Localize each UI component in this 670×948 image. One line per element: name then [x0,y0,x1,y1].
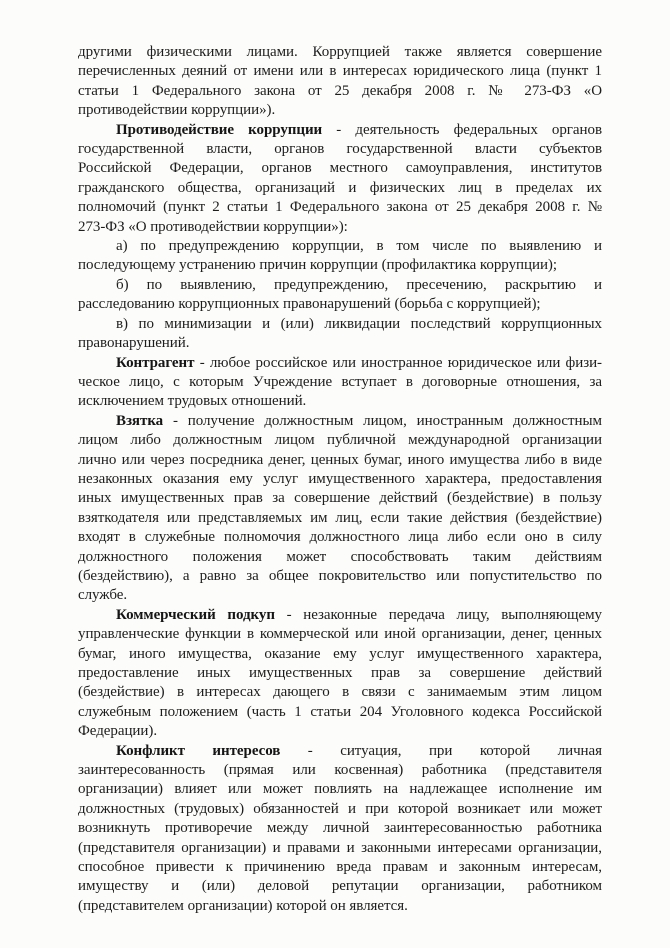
text-line: взяткодателя или представляемых им лиц, если такие действия (бездействие) [78,509,602,526]
defined-term: Контрагент [116,354,195,371]
text-line: бумаг, иного имущества, оказание ему услуг имущественного характера, [78,645,602,662]
text-line: входят в служебные полномочия должностного лица либо если оно в силу [78,529,602,546]
line-text: - незаконные передача лицу, выполняющему [274,606,602,623]
text-line: Российской Федерации, органов местного самоуправления, институтов [78,160,602,177]
line-text: - получение должностным лицом, иностранным должностным [163,412,602,429]
text-line: способное привести к причинению вреда правам и законным интересам, [78,859,602,876]
text-line [78,354,602,373]
text-line: ческое лицо, с которым Учреждение вступает в договорные отношения, за [78,373,602,390]
text-line [78,412,602,431]
text-line: иных имущественных прав за совершение действий (бездействие) в пользу [78,490,602,507]
document-text [78,43,602,916]
text-line: полномочий (пункт 2 статьи 1 Федерального закона от 25 декабря 2008 г. № [78,199,602,216]
paragraph [78,121,602,237]
text-line: а) по предупреждению коррупции, в том числе по выявлению и [116,238,602,255]
text-line: имуществу и (или) деловой репутации организации, работником [78,878,602,895]
paragraph [78,606,602,742]
line-text: - любое российское или иностранное юридическое или физи- [194,354,602,371]
text-line: гражданского общества, организаций и физических лиц в пределах их [78,179,602,196]
line-text: - ситуация, при которой личная [280,742,602,759]
defined-term: Конфликт интересов [116,742,281,759]
text-line: лично или через посредника денег, ценных бумаг, иного имущества либо в виде [78,451,602,468]
text-line: организации) влияет или может повлиять на надлежащее исполнение им [78,781,602,798]
line-text: - деятельность федеральных органов [322,121,602,138]
paragraph [78,276,602,315]
text-line: управленческие функции в коммерческой или иной организации, денег, ценных [78,626,602,643]
defined-term: Коммерческий подкуп [116,606,275,623]
text-line: другими физическими лицами. Коррупцией также является совершение [78,44,602,60]
paragraph [78,315,602,354]
text-line: статьи 1 Федерального закона от 25 декабря 2008 г. № 273-ФЗ «О [78,82,602,99]
text-line: 273-ФЗ «О противодействии коррупции»): [78,218,348,235]
paragraph [78,354,602,412]
text-line [78,606,602,625]
text-line: службе. [78,587,128,604]
text-line: правонарушений. [78,335,190,352]
text-line: б) по выявлению, предупреждению, пресечению, раскрытию и [116,276,602,293]
paragraph [78,412,602,606]
text-line: (представителя организации) и правами и законными интересами организации, [78,839,602,856]
text-line: незаконных оказания ему услуг имущественного характера, предоставления [78,470,602,487]
text-line: государственной власти, органов государственной власти субъектов [78,141,602,158]
text-line: расследованию коррупционных правонарушений (борьба с коррупцией); [78,296,541,313]
text-line: возникнуть противоречие между личной заинтересованностью работника [78,820,602,837]
text-line: перечисленных деяний от имени или в интересах юридического лица (пункт 1 [78,63,602,80]
text-line: (представителем организации) которой он является. [78,897,408,914]
text-line: заинтересованность (прямая или косвенная) работника (представителя [78,762,602,779]
text-line: предоставление иных имущественных прав за совершение действий [78,665,602,681]
paragraph [78,742,602,917]
defined-term: Взятка [116,412,164,429]
text-line: (бездействию), а равно за общее покровительство или попустительство по [78,567,602,584]
text-line: исключением трудовых отношений. [78,393,307,410]
text-line: (бездействие) в интересах дающего в связи с занимаемым этим лицом [78,684,602,701]
text-line: должностных (трудовых) обязанностей и при которой возникает или может [78,800,602,817]
text-line [78,742,602,761]
text-line: должностного положения может способствовать таким действиям [78,548,602,565]
text-line: Федерации). [78,723,158,740]
text-line [78,121,602,140]
text-line: в) по минимизации и (или) ликвидации последствий коррупционных [116,315,602,332]
text-line: последующему устранению причин коррупции (профилактика коррупции); [78,257,557,274]
text-line: служебным положением (часть 1 статьи 204 Уголовного кодекса Российской [78,703,602,720]
text-line: лицом либо должностным лицом публичной международной организации [78,432,602,449]
text-line: противодействии коррупции»). [78,102,276,119]
defined-term: Противодействие коррупции [116,121,323,138]
paragraph [78,237,602,276]
paragraph [78,43,602,121]
